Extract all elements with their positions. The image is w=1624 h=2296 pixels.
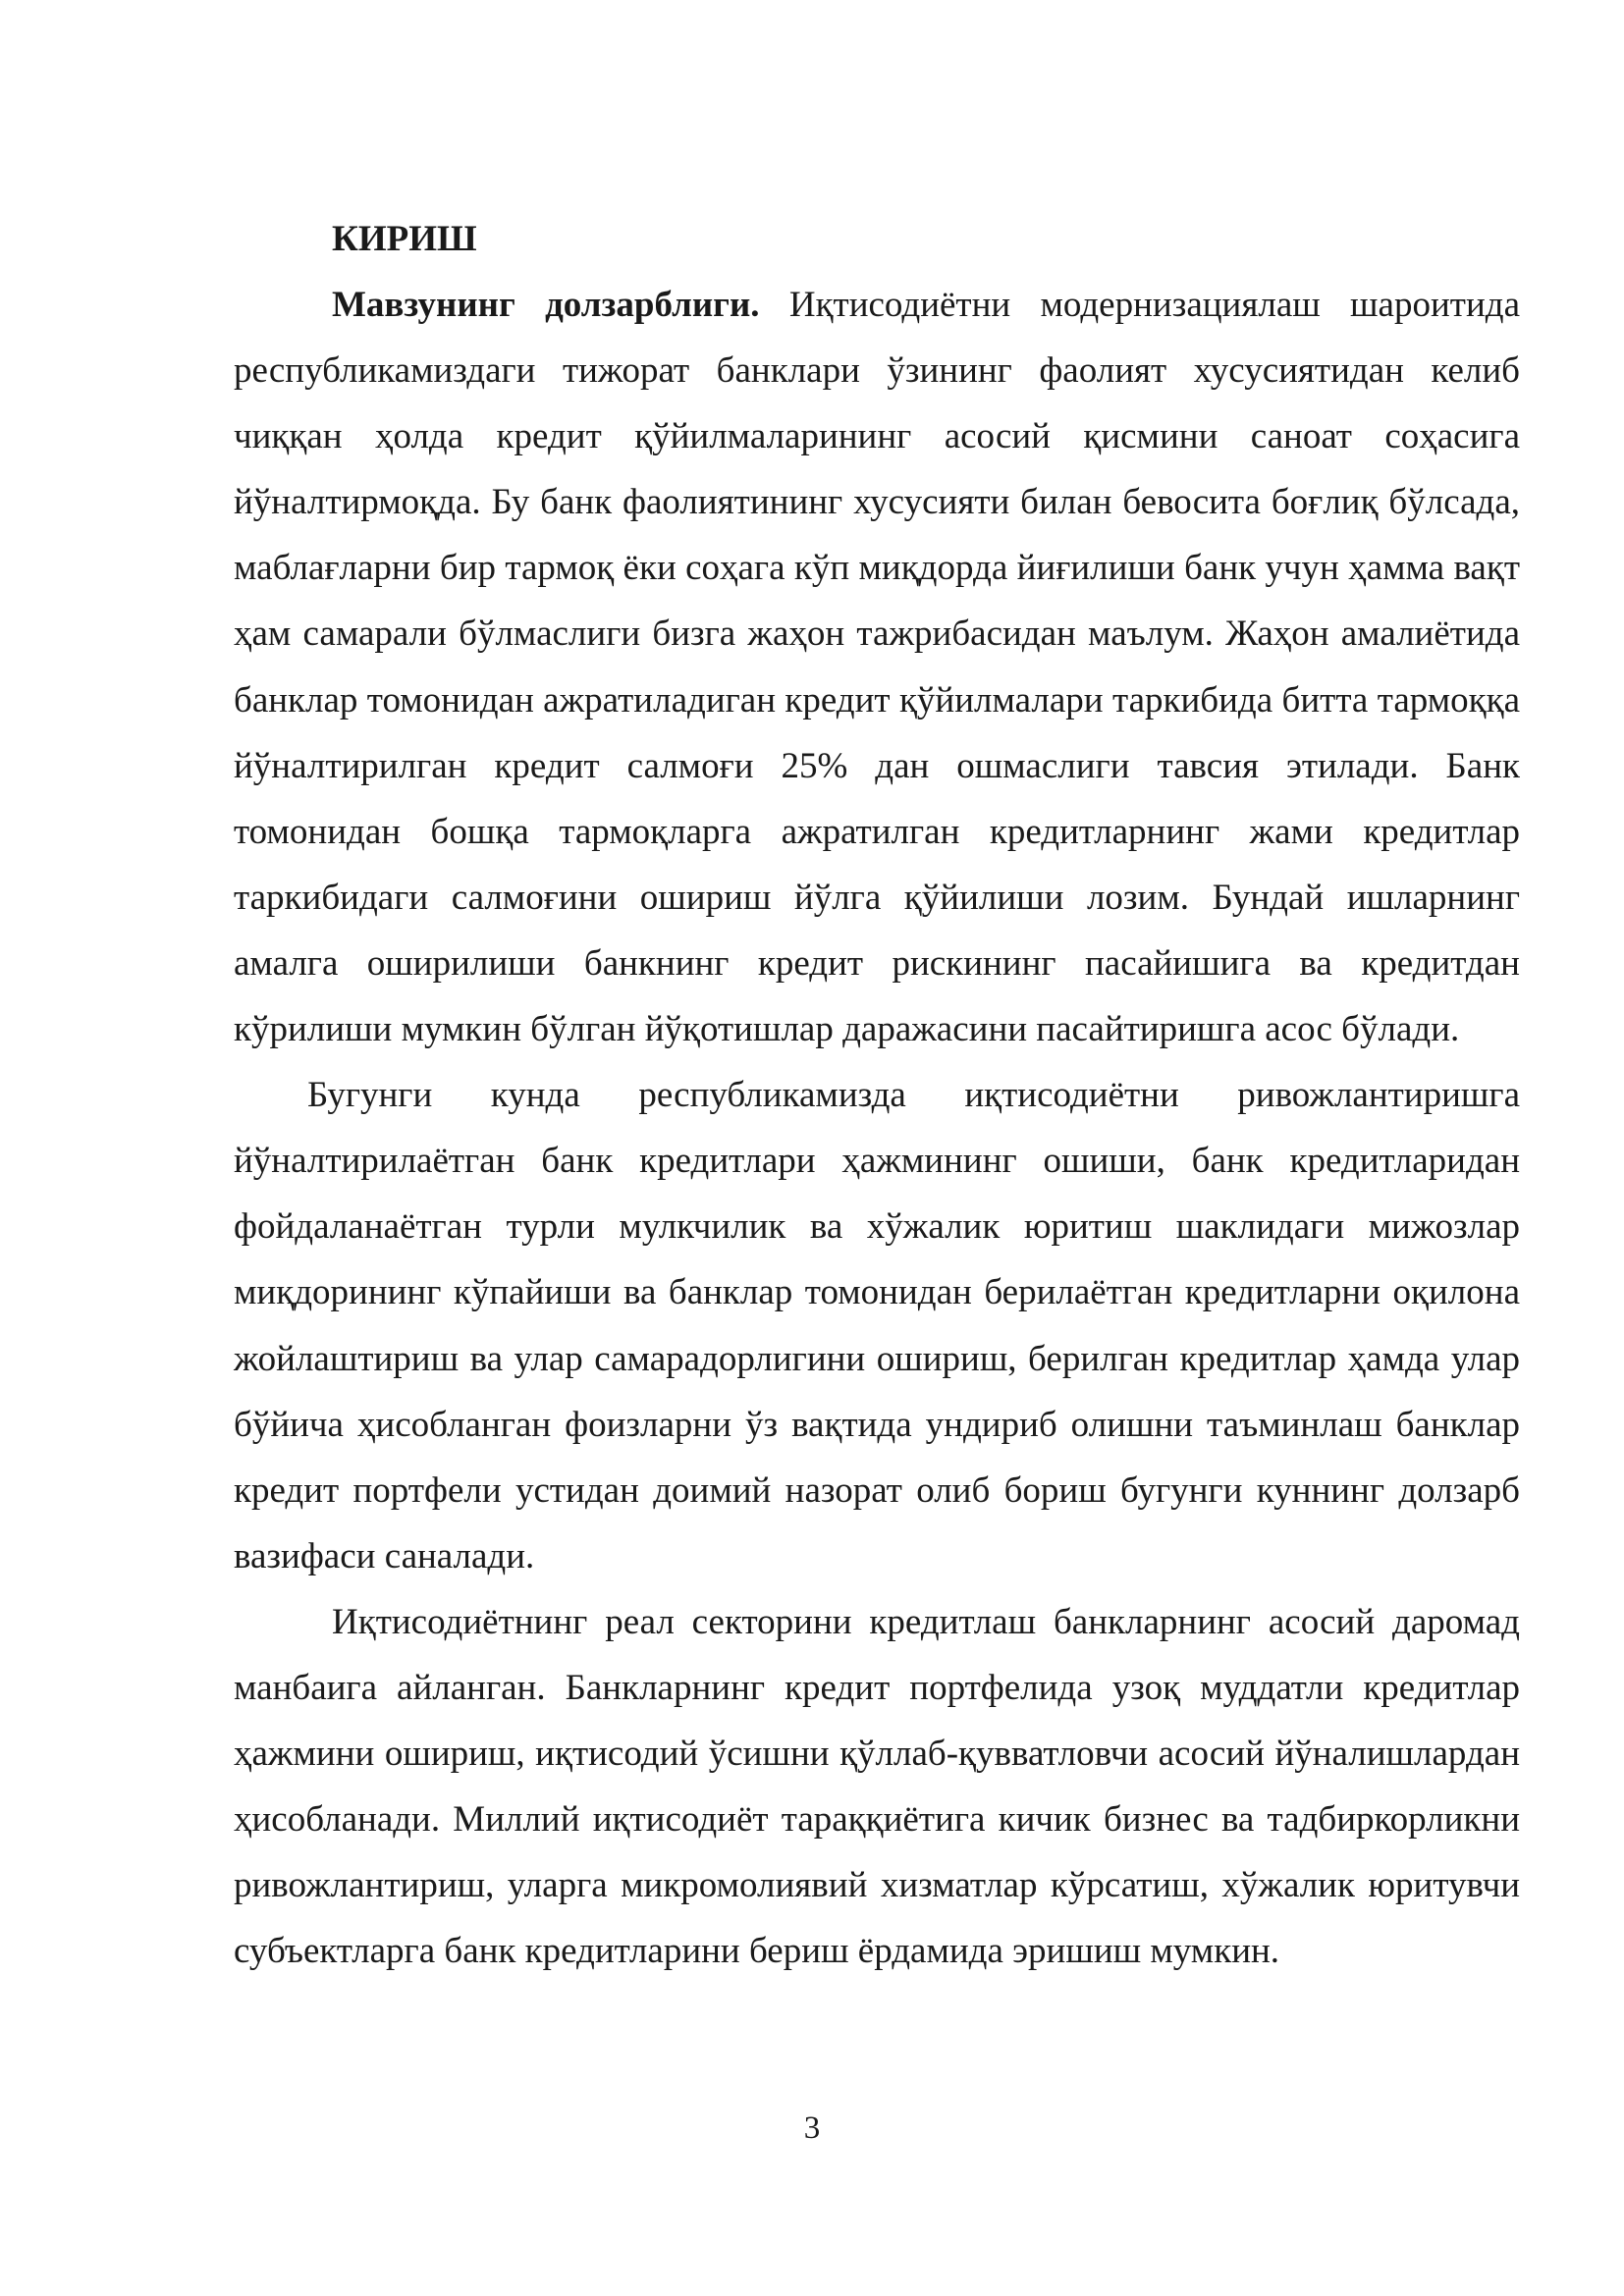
document-page bbox=[234, 206, 1520, 1984]
paragraph-real-sector: Иқтисодиётнинг реал секторини кредитлаш банкларнинг асосий даромад манбаига айланган. Банкларнинг кредит портфелида узоқ муддатли кредитлар ҳажмини ошириш, иқтисодий ўсишни қўллаб-қувватловчи асосий йўналишлардан ҳисобланади. Миллий иқтисодиёт тараққиётига кичик бизнес ва тадбиркорликни ривожлантириш, уларга микромолиявий хизматлар кўрсатиш, хўжалик юритувчи субъектларга банк кредитларини бериш ёрдамида эришиш мумкин. bbox=[234, 1601, 1520, 1972]
paragraph-credit-growth: Бугунги кунда республикамизда иқтисодиётни ривожлантиришга йўналтирилаётган банк кредитлари ҳажмининг ошиши, банк кредитларидан фойдаланаётган турли мулкчилик ва хўжалик юритиш шаклидаги мижозлар миқдорининг кўпайиши ва банклар томонидан берилаётган кредитларни оқилона жойлаштириш ва улар самарадорлигини ошириш, берилган кредитлар ҳамда улар бўйича ҳисобланган фоизларни ўз вақтида ундириб олишни таъминлаш банклар кредит портфели устидан доимий назорат олиб бориш бугунги куннинг долзарб вазифаси саналади. bbox=[234, 1075, 1520, 1576]
page-number: 3 bbox=[803, 2110, 821, 2146]
relevance-text: Иқтисодиётни модернизациялаш шароитида республикамиздаги тижорат банклари ўзининг фаолият хусусиятидан келиб чиққан ҳолда кредит қўйилмаларининг асосий қисмини саноат соҳасига йўналтирмоқда. Бу банк фаолиятининг хусусияти билан бевосита боғлиқ бўлсада, маблағларни бир тармоқ ёки соҳага кўп миқдорда йиғилиши банк учун ҳамма вақт ҳам самарали бўлмаслиги бизга жаҳон тажрибасидан маълум. Жаҳон амалиётида банклар томонидан ажратиладиган кредит қўйилмалари таркибида битта тармоққа йўналтирилган кредит салмоғи 25% дан ошмаслиги тавсия этилади. Банк томонидан бошқа тармоқларга ажратилган кредитларнинг жами кредитлар таркибидаги салмоғини ошириш йўлга қўйилиши лозим. Бундай ишларнинг амалга оширилиши банкнинг кредит рискининг пасайишига ва кредитдан кўрилиши мумкин бўлган йўқотишлар даражасини пасайтиришга асос бўлади. bbox=[234, 285, 1520, 1050]
paragraph-relevance bbox=[234, 272, 1520, 1062]
section-heading: КИРИШ bbox=[332, 219, 477, 259]
relevance-lead: Мавзунинг долзарблиги. bbox=[332, 285, 760, 325]
